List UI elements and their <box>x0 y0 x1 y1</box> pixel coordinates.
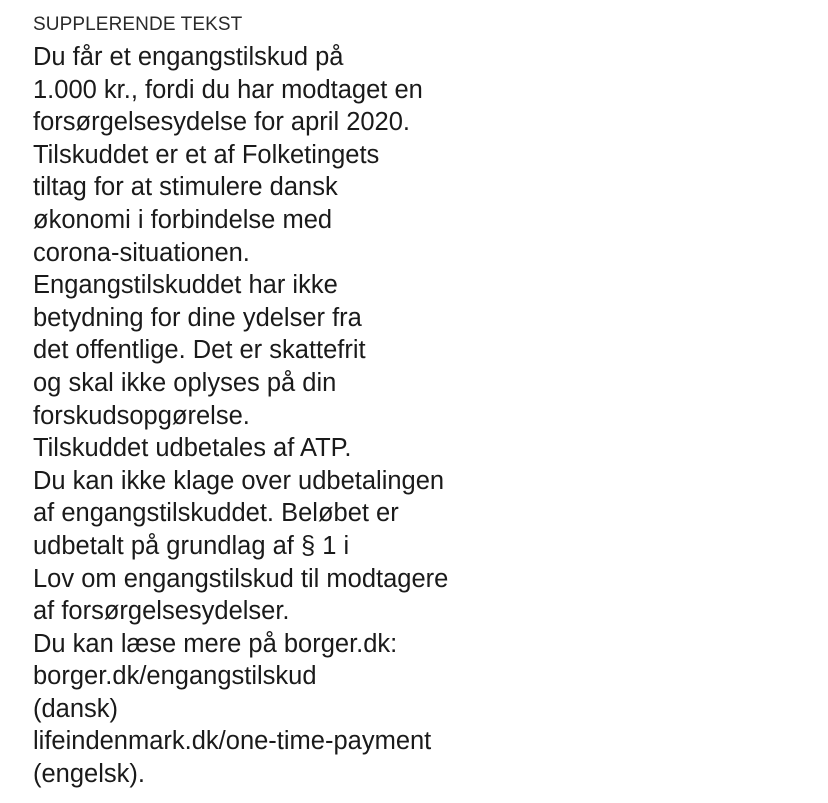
text-line-23: (engelsk). <box>33 760 145 789</box>
link-lifeindenmark[interactable]: lifeindenmark.dk/one-time-payment <box>33 727 432 756</box>
text-line-13: Tilskuddet udbetales af ATP. <box>33 434 352 463</box>
text-line-1: Du får et engangstilskud på <box>33 43 344 71</box>
text-line-10: det offentlige. Det er skattefrit <box>33 336 366 365</box>
text-line-5: tiltag for at stimulere dansk <box>33 173 338 202</box>
section-heading: SUPPLERENDE TEKST <box>33 14 243 35</box>
text-line-4: Tilskuddet er et af Folketingets <box>33 140 380 169</box>
text-line-14: Du kan ikke klage over udbetalingen <box>33 466 445 495</box>
text-line-9: betydning for dine ydelser fra <box>33 303 362 332</box>
text-line-15: af engangstilskuddet. Beløbet er <box>33 499 399 528</box>
text-line-3: forsørgelsesydelse for april 2020. <box>33 108 411 137</box>
supplementary-text-body <box>33 41 448 791</box>
text-line-7: corona-situationen. <box>33 238 250 267</box>
text-line-17: Lov om engangstilskud til modtagere <box>33 564 449 593</box>
text-line-19: Du kan læse mere på borger.dk: <box>33 629 398 658</box>
text-line-8: Engangstilskuddet har ikke <box>33 271 338 300</box>
text-line-11: og skal ikke oplyses på din <box>33 368 337 397</box>
text-line-21: (dansk) <box>33 694 119 723</box>
text-line-2: 1.000 kr., fordi du har modtaget en <box>33 75 423 104</box>
text-line-6: økonomi i forbindelse med <box>33 205 333 234</box>
link-borger-dk[interactable]: borger.dk/engangstilskud <box>33 662 317 691</box>
text-line-18: af forsørgelsesydelser. <box>33 597 290 626</box>
text-line-12: forskudsopgørelse. <box>33 401 250 430</box>
text-line-16: udbetalt på grundlag af § 1 i <box>33 531 350 560</box>
